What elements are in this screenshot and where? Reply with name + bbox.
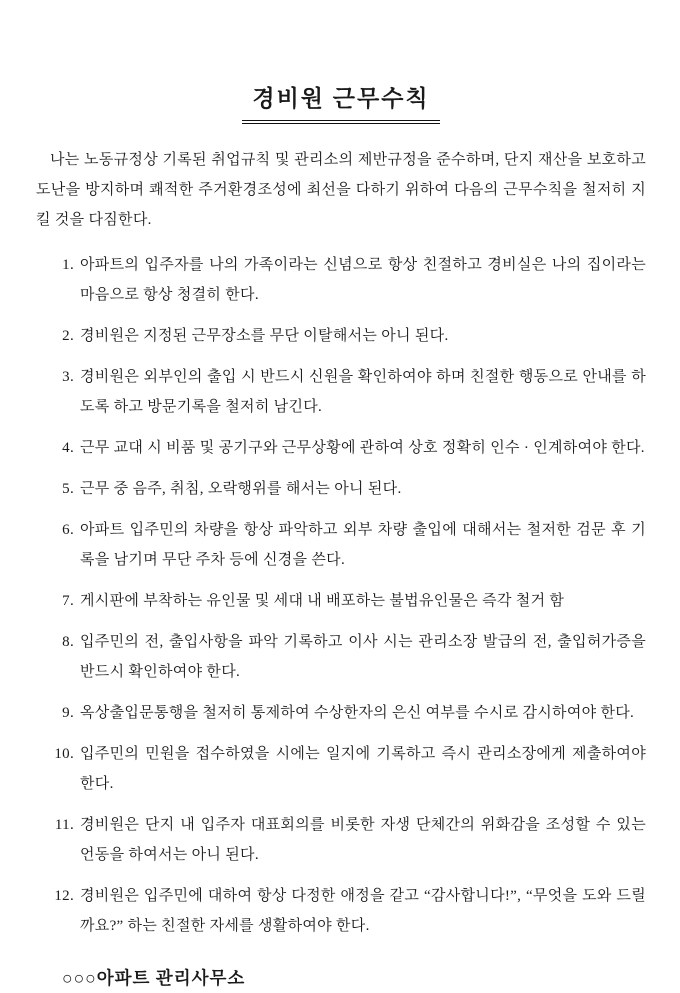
- rule-number: 3.: [62, 369, 74, 385]
- rule-item: [36, 810, 646, 870]
- rule-number: 9.: [62, 705, 74, 721]
- rule-text: 경비원은 외부인의 출입 시 반드시 신원을 확인하여야 하며 친절한 행동으로 안내를 하도록 하고 방문기록을 철저히 남긴다.: [80, 369, 646, 415]
- rule-text: 게시판에 부착하는 유인물 및 세대 내 배포하는 불법유인물은 즉각 철거 함: [80, 593, 565, 609]
- rule-item: [36, 698, 646, 728]
- rule-text: 근무 중 음주, 취침, 오락행위를 해서는 아니 된다.: [80, 481, 402, 497]
- rule-item: [36, 881, 646, 941]
- rule-item: [36, 586, 646, 616]
- rule-number: 2.: [62, 328, 74, 344]
- rule-number: 8.: [62, 634, 74, 650]
- rule-text: 입주민의 전, 출입사항을 파악 기록하고 이사 시는 관리소장 발급의 전, 출입허가증을 반드시 확인하여야 한다.: [80, 634, 646, 680]
- rule-number: 6.: [62, 522, 74, 538]
- rule-item: [36, 739, 646, 799]
- page-title: 경비원 근무수칙: [242, 80, 439, 121]
- rule-text: 근무 교대 시 비품 및 공기구와 근무상황에 관하여 상호 정확히 인수 · 인계하여야 한다.: [80, 440, 645, 456]
- rule-text: 아파트 입주민의 차량을 항상 파악하고 외부 차량 출입에 대해서는 철저한 검문 후 기록을 남기며 무단 주차 등에 신경을 쓴다.: [80, 522, 646, 568]
- rule-number: 5.: [62, 481, 74, 497]
- rule-number: 10.: [54, 746, 74, 762]
- rule-item: [36, 474, 646, 504]
- rule-item: [36, 250, 646, 310]
- rule-number: 11.: [54, 817, 74, 833]
- rule-number: 12.: [54, 888, 74, 904]
- title-block: [36, 80, 646, 121]
- rules-list: [36, 250, 646, 941]
- rule-text: 경비원은 지정된 근무장소를 무단 이탈해서는 아니 된다.: [80, 328, 449, 344]
- footer-signature: ○○○아파트 관리사무소: [62, 968, 246, 988]
- rule-text: 경비원은 입주민에 대하여 항상 다정한 애정을 같고 “감사합니다!”, “무엇을 도와 드릴까요?” 하는 친절한 자세를 생활하여야 한다.: [80, 888, 646, 934]
- rule-text: 경비원은 단지 내 입주자 대표회의를 비롯한 자생 단체간의 위화감을 조성할 수 있는 언동을 하여서는 아니 된다.: [80, 817, 646, 863]
- rule-number: 4.: [62, 440, 74, 456]
- rule-item: [36, 321, 646, 351]
- rule-item: [36, 627, 646, 687]
- rule-text: 아파트의 입주자를 나의 가족이라는 신념으로 항상 친절하고 경비실은 나의 집이라는 마음으로 항상 청결히 한다.: [80, 257, 646, 303]
- rule-item: [36, 433, 646, 463]
- rule-text: 옥상출입문통행을 철저히 통제하여 수상한자의 은신 여부를 수시로 감시하여야 한다.: [80, 705, 635, 721]
- intro-paragraph: 나는 노동규정상 기록된 취업규칙 및 관리소의 제반규정을 준수하며, 단지 재산을 보호하고 도난을 방지하며 쾌적한 주거환경조성에 최선을 다하기 위하여 다음의 근무수칙을 철저히 지킬 것을 다짐한다.: [36, 152, 646, 228]
- rule-item: [36, 515, 646, 575]
- rule-item: [36, 362, 646, 422]
- rule-text: 입주민의 민원을 접수하였을 시에는 일지에 기록하고 즉시 관리소장에게 제출하여야 한다.: [80, 746, 646, 792]
- rule-number: 7.: [62, 593, 74, 609]
- rule-number: 1.: [62, 257, 74, 273]
